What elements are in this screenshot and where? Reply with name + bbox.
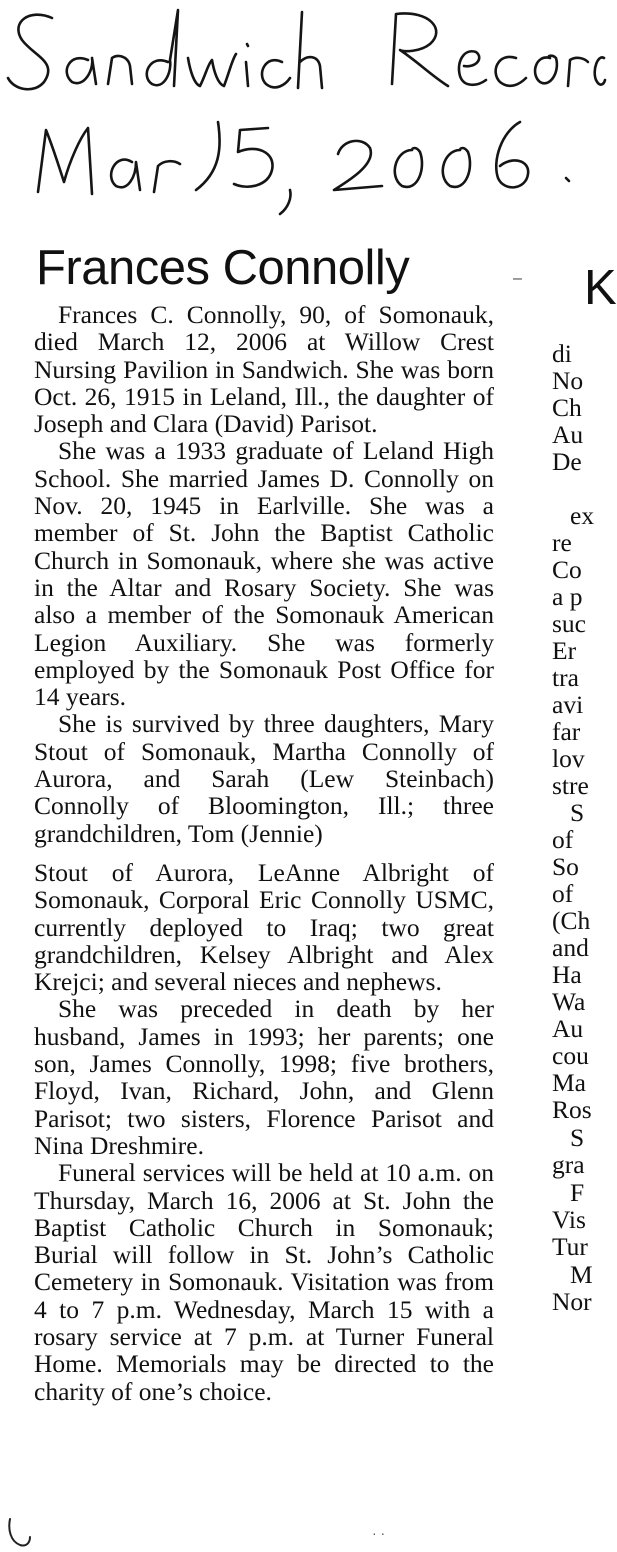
print-mark: – <box>513 270 522 287</box>
adjacent-line-fragment: far <box>552 717 581 746</box>
obituary-body <box>34 301 494 1405</box>
paragraph-survivors-continued: Stout of Aurora, LeAnne Albright of Somonauk, Corporal Eric Connolly USMC, currently deployed to Iraq; two great grandchildren, Kelsey Albright and Alex Krejci; and several nieces and nephews. <box>34 857 494 997</box>
adjacent-line-fragment: Ma <box>552 1068 586 1097</box>
handwritten-annotation <box>0 0 605 240</box>
adjacent-line-fragment: Vis <box>552 1205 586 1234</box>
adjacent-line-fragment: stre <box>552 771 589 800</box>
adjacent-line-fragment: a p <box>552 582 583 611</box>
adjacent-line-fragment: tra <box>552 663 579 692</box>
adjacent-line-fragment: Er <box>552 636 577 665</box>
corner-pen-mark <box>6 1515 36 1551</box>
adjacent-line-fragment: F <box>570 1178 585 1207</box>
adjacent-line-fragment: cou <box>552 1041 589 1070</box>
paragraph-survivors: She is survived by three daughters, Mary Stout of Somonauk, Martha Connolly of Aurora, and Sarah (Lew Steinbach) Connolly of Bloomington, Ill.; three grandchildren, Tom (Jennie) <box>34 709 494 848</box>
paragraph-preceded: She was preceded in death by her husband, James in 1993; her parents; one son, James Connolly, 1998; five brothers, Floyd, Ivan, Richard, John, and Glenn Parisot; two sisters, Florence Parisot and Nina Dreshmire. <box>34 994 494 1160</box>
paragraph-education-marriage: She was a 1933 graduate of Leland High School. She married James D. Connolly on Nov. 20, 1945 in Earlville. She was a member of St. John the Baptist Catholic Church in Somonauk, where she was active in the Altar and Rosary Society. She was also a member of the Somonauk American Legion Auxiliary. She was formerly employed by the Somonauk Post Office for 14 years. <box>34 436 494 712</box>
adjacent-line-fragment: Ros <box>552 1095 592 1124</box>
obituary-headline: Frances Connolly <box>36 241 410 295</box>
adjacent-line-fragment: S <box>570 798 585 827</box>
adjacent-line-fragment: Co <box>552 555 582 584</box>
adjacent-line-fragment: di <box>552 339 572 368</box>
adjacent-line-fragment: Au <box>552 1014 584 1043</box>
adjacent-line-fragment: Wa <box>552 987 586 1016</box>
adjacent-line-fragment: Ch <box>552 393 582 422</box>
adjacent-line-fragment: of <box>552 825 574 854</box>
adjacent-line-fragment: S <box>570 1123 585 1152</box>
adjacent-line-fragment: ex <box>570 501 595 530</box>
adjacent-line-fragment: gra <box>552 1150 585 1179</box>
adjacent-line-fragment: and <box>552 933 589 962</box>
adjacent-line-fragment: No <box>552 366 584 395</box>
adjacent-line-fragment: avi <box>552 690 584 719</box>
adjacent-line-fragment: M <box>570 1260 593 1289</box>
adjacent-column-fragment <box>548 248 617 1538</box>
adjacent-line-fragment: So <box>552 852 579 881</box>
paragraph-intro: Frances C. Connolly, 90, of Somonauk, died March 12, 2006 at Willow Crest Nursing Pavilion in Sandwich. She was born Oct. 26, 1915 in Leland, Ill., the daughter of Joseph and Clara (David) Parisot. <box>34 300 494 439</box>
adjacent-line-fragment: of <box>552 879 574 908</box>
adjacent-line-fragment: Au <box>552 420 584 449</box>
adjacent-line-fragment: suc <box>552 609 586 638</box>
adjacent-line-fragment: Nor <box>552 1287 592 1316</box>
adjacent-line-fragment: Tur <box>552 1232 588 1261</box>
adjacent-line-fragment: lov <box>552 744 585 773</box>
paragraph-services: Funeral services will be held at 10 a.m. on Thursday, March 16, 2006 at St. John the Baptist Catholic Church in Somonauk; Burial will follow in St. John’s Catholic Cemetery in Somonauk. Visitation was from 4 to 7 p.m. Wednesday, March 15 with a rosary service at 7 p.m. at Turner Funeral Home. Memorials may be directed to the charity of one’s choice. <box>34 1158 494 1406</box>
adjacent-line-fragment: re <box>552 528 572 557</box>
adjacent-headline-fragment: K <box>584 261 617 315</box>
adjacent-line-fragment: De <box>552 447 582 476</box>
handwriting-drawing <box>0 0 605 240</box>
adjacent-line-fragment: Ha <box>552 960 582 989</box>
print-speck: · · <box>372 1525 386 1541</box>
adjacent-line-fragment: (Ch <box>552 906 591 935</box>
